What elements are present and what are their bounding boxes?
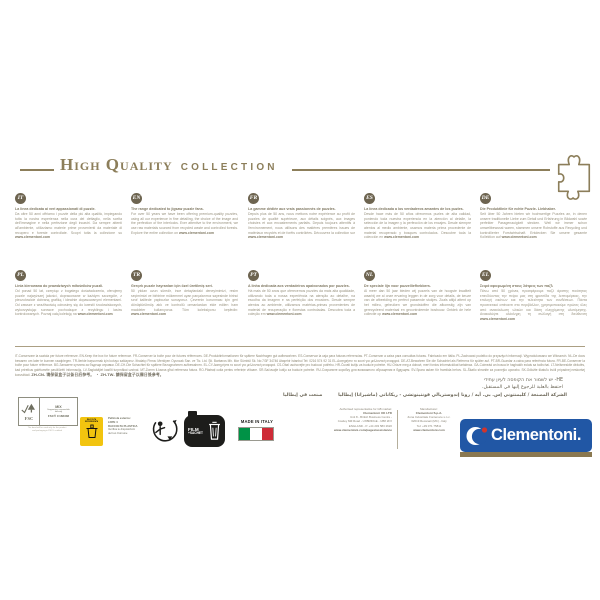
language-badge-es: ES	[364, 193, 375, 204]
recycling-label-text: RACCOLTA	[86, 418, 97, 421]
film-sachet-label	[184, 415, 225, 447]
paragraph-title: Linia kierowana do prawdziwych miłośników puzzli.	[15, 284, 104, 288]
website-url: www.clementoni.com	[77, 312, 113, 317]
legal-chinese-text: ZH-CN- 请保留盒子以备日后参考。 ・ ZH-TW- 請保留盒子以備日後參考。	[31, 372, 164, 378]
language-badge-pt: PT	[248, 270, 259, 281]
sachet-text: +SACHET	[188, 430, 203, 435]
paragraph-body: Da oltre 50 anni offriamo i puzzle della più alta qualità, impiegando tutta la nostra esperienza nella cura del dettaglio, nella scelta dell'immagine e nella perfezione degli incastri. Da sempre attenti all'ambiente, utilizziamo materie prime provenienti da materiale di recupero e foreste controllate. Scopri tutta la collezione su	[15, 212, 122, 235]
clementoni-wordmark: Clementoni.	[491, 426, 582, 444]
address-divider	[397, 410, 398, 449]
paragraph-title: Die Produktlinie für echte Puzzle- Liebhaber.	[480, 207, 556, 211]
arabic-manufacturer-line	[283, 393, 567, 398]
paragraph-title: A linha dedicada aos verdadeiros apaixonados por puzzles.	[248, 284, 350, 288]
arabic-manufacturer-text: الشركة المصنعة / كليمنتوني إس. بي. أيه / زونا إندوستريالي فونتينوتشي - ريكاناتي (ماشيراتا) إيطاليا	[338, 393, 567, 398]
paragraph-title: De speciale lijn voor puzzelliefhebbers.	[364, 284, 431, 288]
address-line: Zona Industriale Fontenoce s.n.c.	[407, 415, 451, 420]
waste-sorting-note	[108, 417, 137, 436]
legal-hebrew-text: HE- יש לשמור את הקופסה לעיון עתידי	[483, 378, 563, 383]
collection-header	[60, 155, 278, 175]
recycling-warning-label	[80, 417, 103, 446]
paragraph-body: Od ponad 50 lat, czerpiąc z bogatego doświadczenia, oferujemy puzzle najwyższej jakości, dopracowane w każdym szczególe, z pieczołowicie dobraną grafiką i idealnie dopasowanymi elementami. Od zawsze z wrażliwością odnosimy się do kwestii środowiskowych, wykorzystując surowce pochodzące z recyklingu i lasów kontrolowanych. Poznaj całą kolekcję na	[15, 289, 122, 317]
website-url: www.clementoni.com	[15, 235, 51, 240]
lang-paragraph-pl	[15, 263, 122, 317]
fsc-footnote	[12, 427, 82, 432]
website-url: www.clementoni.com	[501, 235, 537, 240]
gb-representative-address	[294, 407, 392, 432]
address-line: Unit 8 - British Business Centre -	[350, 415, 392, 420]
language-badge-de: DE	[480, 193, 491, 204]
lang-paragraph-nl	[364, 263, 471, 317]
website-url: www.clementoni.com	[131, 312, 167, 317]
legal-arabic-text: احتفظ بالعلبة للرجوع إليها في المستقبل.	[481, 385, 563, 390]
language-badge-el: EL	[480, 270, 491, 281]
lang-paragraph-fr	[248, 186, 355, 240]
website-url: www.clementoni.com	[248, 235, 284, 240]
legal-latin-text: IT-Conservare la scatola per future referenze. EN-Keep the box for future reference. FR-Conserver la boîte pour de futures références. DE-Produktinformationen für spätere Nachfragen gut aufbewahren. ES-Conservar la caja para futuras referencias. PT-Conservar a caixa para consultas futuras. Fabricado em Itália. PL-Zachować pudełko do przyszłych informacji. Wyprodukowano we Włoszech. NL-De doos bewaren om later te kunnen raadplegen. TR-İleride başvurmak için kutuyu saklayınız. İthalatçı Firma: Meridyen Oyuncak San. ve Tic. Ltd. Şti. Barbaros Mh. Mor Sümbül Sk. No:7/3F 34746 Ataşehir İstanbul Tel: 0216 574 92 31 EL-Διατηρήστε το κουτί για μελλοντική αναφορά. DE-AT-Bewahren Sie die Schachtel als Referenz für später auf. PT-BR-Guardar a caixa para referência futura. FR-BE-Conserver la boîte pour future référence. BG-Запазете кутията за бъдещи справки. DE-CH-Die Schachtel für spätere Bezugnahmen aufbewahren. EL-CY-Διατηρήστε το κουτί για μελλοντική αναφορά. CS-Obal uschovejte pro budoucí potřebu. HR-Čuvati kutiju za buduće potrebe. HU-Őrizze meg a dobozt, mert fontos információkat tartalmaz. GA-Coimeád an bosca le haghaidh eolais sa todhchaí. LT-Neišmeskite dėžutės, kad prireikus galėtumėte pasižiūrėti informaciją. LV-Saglabājiet kastīti turpmākai uzziņai. MT-Żomm il-kaxxa għal referenza futura. RO-Păstrați cutia pentru referințe viitoare. SR-Sačuvajte kutiju za buduće potrebe. RU-Сохраните коробку для возможного обращения в будущем. SV-Spara asken för framtida behov. SL-Škatlo shranite za poznejšo uporabo. SK-Odložte škatuľu kvôli prípadnej neskoršej konzultácii.	[15, 354, 585, 378]
address-line: Manufacturer:	[420, 407, 438, 411]
recycling-label-text: DIFFERENZIATA	[84, 420, 99, 423]
fsc-text: FSC	[24, 416, 34, 421]
lang-paragraph-pt	[248, 263, 355, 317]
paragraph-body: Al meer dan 50 jaar bieden wij puzzels van de hoogste kwaliteit waarbij we al onze ervaring leggen in de zorg voor details, de keuze van de afbeelding en perfect passende stukjes. Zoals altijd attent op het milieu, gebruiken we grondstoffen die afkomstig zijn van gerecycleerd materiaal en gecontroleerde bosbouw. Ontdek de hele collectie op	[364, 289, 471, 317]
made-in-italy-text: MADE IN ITALY	[240, 419, 274, 424]
website-url: www.clementoni.com	[384, 235, 420, 240]
trash-bin-icon	[85, 424, 99, 439]
paragraph-body: Πάνω από 50 χρόνια, προσφέρουμε παζλ άριστης ποιότητας επενδύοντας την πείρα μας στη φροντίδα της λεπτομέρειας, την επιλογή εικόνων και την τελειότητα των συνδέσεων. Πάντα προσεκτικοί απέναντι στο περιβάλλον, χρησιμοποιούμε πρώτες ύλες από ανακύκλωση υλικών και δάση ελεγχόμενης υλοτόμησης. Ανακαλύψτε ολόκληρη τη συλλογή στη διεύθυνση	[480, 289, 587, 317]
website-url: www.clementoni.com	[413, 427, 445, 432]
bin-icon	[208, 421, 221, 441]
lang-paragraph-en	[131, 186, 238, 235]
manufacturer-address	[399, 407, 459, 432]
clementoni-logo-base	[460, 452, 592, 457]
paragraph-title: Gerçek puzzle hayranları için özel üretilmiş seri.	[131, 284, 213, 288]
sorting-line: Verifica le disposizioni	[108, 428, 135, 432]
legal-divider	[15, 346, 585, 347]
language-badge-pl: PL	[15, 270, 26, 281]
lang-paragraph-es	[364, 186, 471, 240]
fsc-supporting-text: Supporting responsible forestry	[47, 408, 70, 414]
lang-paragraph-tr	[131, 263, 238, 317]
fsc-footnote-line: and packaging in FSC® certified	[32, 429, 62, 432]
website-url: www.clementoni.com	[266, 312, 302, 317]
page-title: High Quality	[60, 155, 173, 174]
paragraph-title: Σειρά αφιερωμένη στους λάτρεις των παζλ	[480, 284, 553, 288]
paragraph-body: Seit über 50 Jahren bieten wir hochwertige Puzzles an, in denen unsere traditionelle Liebe zum Detail und Erfahrung in Bildwahl sowie perfekter Passgenauigkeit stecken. Weil wir immer schon umweltbewusst waren, stammen unsere Rohstoffe aus Recycling und kontrollierter Forstwirtschaft. Entdecken Sie unsere gesamte Kollektion auf	[480, 212, 587, 240]
paragraph-body: Desde hace más de 50 años ofrecemos puzles de alta calidad, poniendo toda nuestra experiencia en la atención al detalle, la selección de la imagen y la perfección de los encajes. Desde siempre atentos al medio ambiente, usamos materia prima procedente de material recuperado y bosques controlados. Descubre toda la colección en	[364, 212, 471, 240]
paragraph-body: 50 yıldan uzun süredir, ince detaylardaki deneyimimizi, resim seçimimizi ve birbirine mükemmel uyan parçalarımız sayesinde birinci sınıf kalitede yapbozlar sunuyoruz. Çevrenin korunması için geri dönüştürülmüş atık ve kontrollü ormanlardan elde edilen ham maddeler kullanıyoruz. Tüm koleksiyonu keşfedin:	[131, 289, 238, 312]
page-title-sub: COLLECTION	[180, 162, 278, 173]
company-name: Clementoni UK LTD	[363, 411, 392, 416]
language-badge-nl: NL	[364, 270, 375, 281]
fsc-code: FSC® C168338	[47, 414, 70, 419]
language-badge-fr: FR	[248, 193, 259, 204]
lang-paragraph-de	[480, 186, 587, 240]
paragraph-title: The range dedicated to jigsaw puzzle fans.	[131, 207, 204, 211]
sorting-line: RACCOLTA PLASTICA	[108, 424, 138, 428]
clementoni-logo	[460, 419, 592, 452]
address-line: ENGLAND - P. +44 203 583 2620	[348, 423, 392, 428]
lang-paragraph-it	[15, 186, 122, 240]
sorting-line: del tuo Comune	[108, 432, 128, 436]
paragraph-body: Há mais de 50 anos que oferecemos puzzles da mais alta qualidade, utilizando toda a nossa experiência na atenção ao detalhe, na escolha da imagem e na perfeição dos encaixes. Desde sempre atentos ao ambiente, utilizamos matérias-primas provenientes de material de recuperação e florestas controladas. Descubra toda a coleção em	[248, 289, 355, 317]
header-rule-left	[20, 169, 54, 171]
lang-paragraph-el	[480, 263, 587, 321]
made-in-italy	[238, 419, 276, 441]
language-badge-en: EN	[131, 193, 142, 204]
sorting-line: Pellicola esterna:	[108, 417, 131, 420]
sorting-line: LDPE 4	[108, 420, 118, 424]
website-url: www.clementoni.com	[382, 312, 418, 317]
address-line: 62019 Recanati (MC) - Italy	[411, 419, 447, 424]
company-name: Clementoni S.p.A.	[415, 411, 443, 416]
assistance-url: www.clementoni.com/pages/assistance	[333, 427, 392, 432]
fsc-footnote-line: The band will be used only for the product	[27, 427, 67, 429]
fsc-mix: MIX	[55, 404, 62, 409]
legal-multilanguage-text	[15, 354, 585, 378]
fsc-tree-icon	[19, 398, 40, 425]
italy-flag-icon	[238, 427, 274, 441]
paragraph-title: La linea dedicata ai veri appassionati di puzzle.	[15, 207, 96, 211]
paragraph-title: La gamme dédiée aux vrais passionnés de puzzles.	[248, 207, 336, 211]
triman-recycling-icon	[151, 417, 180, 446]
address-line: Authorised representative for GB market:	[339, 407, 392, 411]
website-url: www.clementoni.com	[178, 230, 215, 235]
language-badge-tr: TR	[131, 270, 142, 281]
address-line: Tel: +39 071 75811	[416, 423, 442, 428]
header-rule-right	[292, 169, 550, 171]
paragraph-body: For over 50 years we have been offering premium-quality puzzles, using all our experience in fine detailing, the choice of the image and the perfection of the interlocks. Ever attentive to the environment, we use raw materials sourced from recycled waste and controlled forests. Explore the entire collection on	[131, 212, 238, 235]
language-badge-it: IT	[15, 193, 26, 204]
paragraph-body: Depuis plus de 50 ans, nous mettons notre expérience au profit de puzzles de qualité supérieure, aux détails soignés, aux images choisies et aux encastrements parfaits. Depuis toujours attentifs à l'environnement, nous utilisons des matières premières issues de matériaux recyclés et de forêts contrôlées. Découvrez la collection sur	[248, 212, 355, 235]
paragraph-title: La línea dedicada a los verdaderos amantes de los puzles.	[364, 207, 464, 211]
website-url: www.clementoni.com	[480, 316, 516, 321]
address-line: Cowley Mill Road - UXBRIDGE - UB8 2FX	[337, 419, 392, 424]
fsc-label	[18, 397, 78, 426]
film-text: FILM	[188, 426, 199, 432]
clementoni-c-icon	[465, 424, 489, 448]
arabic-made-in-italy: صنعت في إيطاليا	[283, 393, 323, 398]
